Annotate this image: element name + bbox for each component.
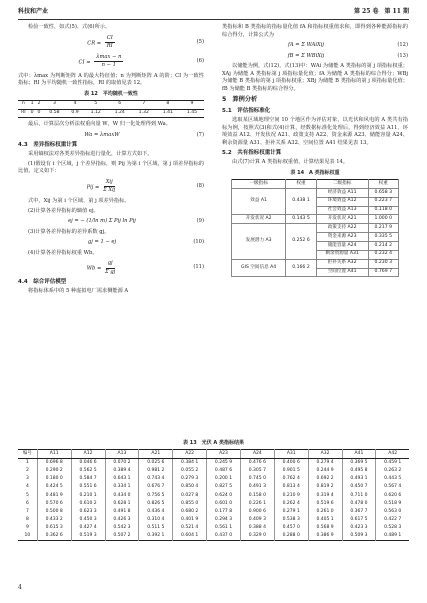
table-cell: 0.046 6 [71,459,105,468]
table-cell: 1.24 [114,110,125,116]
section-5-2-heading: 5.2 共有指标权重计算 [222,150,282,157]
table-13-block [18,437,409,541]
table-cell: 10 [24,533,31,539]
table-cell: 0.245 9 [207,459,241,468]
table-cell: 0.319 4 [308,492,342,500]
table-cell: 1.45 [186,110,198,116]
level2-indicator: 经济效益 A11 [316,188,368,197]
header-rule [18,19,409,20]
table-header-cell: 二级指标 [316,180,368,189]
table-cell: 0.388 4 [240,524,274,532]
table-cell: 0.9 [71,110,79,116]
table-cell: 0.680 2 [173,508,207,516]
table-cell: 0.177 8 [207,508,241,516]
level2-indicator: 社会效益 A13 [316,206,368,215]
table-cell: 0.288 0 [274,532,308,541]
table-cell: 0.329 0 [240,532,274,541]
level1-indicator: 发展潜力 A3 [232,224,286,259]
table-cell: 0.561 1 [207,524,241,532]
table-cell: 0.743 4 [139,476,173,484]
issue-label: 第 25 卷 第 11 期 [353,8,409,15]
table-row [18,532,409,541]
section-4-4-heading: 4.4 综合评估模型 [18,279,67,286]
paragraph: (4)计算各差异指标权重 Wb。 [28,249,98,256]
table-header-cell: A12 [71,450,105,459]
table-cell: 0.813 4 [274,484,308,492]
table-cell: 0.624 0 [207,492,241,500]
table-row [232,188,399,197]
table-header-cell: A21 [139,450,173,459]
table-row [18,516,409,524]
table-cell: 0.476 6 [240,459,274,468]
table-cell: 6 [108,100,132,109]
level2-indicator: 环境效益 A12 [316,197,368,206]
table-cell: 0.226 1 [240,500,274,508]
table-cell: 0.58 [49,110,60,116]
table-cell: 0.491 3 [240,484,274,492]
level2-indicator: 储能容量 A24 [316,241,368,250]
table-cell: 0.478 0 [342,500,376,508]
table-cell: 3 [42,100,66,109]
table-cell: 0.511 5 [139,524,173,532]
table-cell: 0 [30,110,34,116]
level1-weight: 0.438 1 [286,188,316,215]
table-cell: 0.409 3 [240,516,274,524]
level1-indicator: GIS 空间信息 A4 [232,259,286,277]
table-header-cell: A11 [37,450,71,459]
table-cell: 0.615 3 [37,524,71,532]
table-cell: 0.507 2 [105,532,139,541]
table-row [232,259,399,268]
level1-weight: 0.166 2 [286,259,316,277]
level2-weight: 0.769 7 [368,268,398,277]
table-cell: 0.422 7 [376,516,409,524]
table-header-cell: A13 [105,450,139,459]
table-cell: 6 [25,500,29,506]
table-cell: 0.500 8 [37,508,71,516]
table-row [18,524,409,532]
table-cell: 0.584 7 [71,476,105,484]
table-cell: 0.563 0 [376,508,409,516]
table-cell: 0.424 5 [37,484,71,492]
table-cell: 0.436 4 [139,508,173,516]
table-cell: 0.981 2 [139,467,173,475]
level2-indicator: 政策支持 A22 [316,224,368,233]
level2-indicator: 剩余资源量 A31 [316,250,368,259]
table-13 [18,449,409,541]
equation-7: Wa = λmaxW (7) [84,131,204,138]
table-cell: 9 [180,100,204,109]
table-cell: 0.027 8 [173,492,207,500]
table-14-caption: 表 14 A 类指标权重 [290,169,340,176]
table-header-row [232,180,399,189]
equation-6: CI = $\frac{\lambda\max - n}{n - 1}$ (6) [78,53,204,69]
table-cell: 0.676 7 [139,484,173,492]
table-cell: 0.386 9 [308,532,342,541]
table-cell: 2 [36,100,43,109]
table-cell: 0.055 2 [173,467,207,475]
table-cell: 0.643 1 [105,476,139,484]
table-cell: 0.263 2 [376,467,409,475]
table-cell: 0.756 5 [139,492,173,500]
paragraph: 式中：λmax 为判断矩阵 A 的最大特征值；n 为判断矩阵 A 的阶；CI 为一致性指标；RI 为平均随机一致性指标，RI 的取值见表 12。 [18,72,204,87]
table-cell: 0.310 4 [139,516,173,524]
table-cell: 0 [37,110,41,116]
table-cell: 0.279 1 [274,508,308,516]
table-cell: 8 [156,100,180,109]
table-cell: 0.610 2 [71,500,105,508]
level2-indicator: 资金来源 A23 [316,233,368,242]
table-cell: 0.745 0 [240,476,274,484]
table-header-cell: A41 [342,450,376,459]
table-cell: 0.180 0 [37,476,71,484]
table-cell: 0.601 0 [207,500,241,508]
table-cell: 1.41 [162,110,173,116]
table-cell: 0.389 4 [105,467,139,475]
table-cell: 0.400 6 [274,459,308,468]
table-cell: 0.827 5 [207,484,241,492]
table-header-cell: A22 [173,450,207,459]
table-cell: 0.487 6 [207,467,241,475]
table-row [18,467,409,475]
table-cell: 0.567 4 [376,484,409,492]
table-row [18,508,409,516]
level2-weight: 1.000 0 [368,215,398,224]
paragraph: (3)计算各差异指标的差异系数 gj。 [28,228,110,235]
table-header-row [18,450,409,459]
table-cell: 0.261 0 [308,508,342,516]
table-cell: 0.538 3 [274,516,308,524]
table-cell: 0.519 6 [308,500,342,508]
table-cell: 1.12 [90,110,101,116]
table-cell: 0.489 1 [376,532,409,541]
table-cell: 9 [25,525,29,531]
table-13-caption: 表 13 光伏 A 类指标结果 [182,440,245,446]
table-cell: 0.433 2 [37,516,71,524]
section-4-3-heading: 4.3 差异指标权重计算 [18,142,78,149]
table-row [18,100,204,109]
paragraph: 将指标体系中的 5 种虚拟电厂需求侧能源 A [28,288,129,295]
paragraph: 选取某区域地理空间 10 个地区作为评估对象，以光伏和风电的 A 类共有指标为例，按照式(3)和式(4)计算，经数据标准化处理后，得到经济效益 A11、环境效益 A12、开发状况 A21、政策支持 A22、资金来源 A23、储能容量 A24、剩余资源量 A31、拒补关系 A32、空间位置 A41 结果见表 13。 [222,117,408,146]
table-cell: 0.711 0 [342,492,376,500]
equation-13: fB = Σ WBiXij (13) [287,52,408,59]
table-cell: 0.210 9 [274,492,308,500]
equation-11: Wb = $\frac{gj}{\text{Σ gj}}$ (11) [86,260,204,275]
level2-indicator: 拒补关系 A32 [316,259,368,268]
table-row [18,492,409,500]
table-cell: 0.392 1 [139,532,173,541]
table-cell: 0.900 6 [240,508,274,516]
table-cell: 0.696 8 [37,459,71,468]
level2-indicator: 开发状况 A21 [316,215,368,224]
table-cell: 0.457 0 [274,524,308,532]
table-cell: 0.294 3 [207,516,241,524]
table-header-cell: A32 [308,450,342,459]
level2-indicator: 空间位置 A41 [316,268,368,277]
table-cell: 0.367 7 [342,508,376,516]
level2-weight: 0.223 7 [368,197,398,206]
table-cell: 1.32 [138,110,149,116]
table-cell: 7 [132,100,156,109]
table-cell: 0.443 5 [376,476,409,484]
table-row [232,224,399,233]
paragraph: 类指标和 B 类指标的指标量化值 fA 和指标权重值求和，即得到各种能源指标的综合得分，计算公式为 [222,24,408,38]
table-cell: 0.369 5 [342,459,376,468]
paragraph: 由式(7)计算 A 类指标权重值，计算结果见表 14。 [232,159,349,166]
table-header-cell: 一级指标 [232,180,286,189]
table-cell: 0.423 3 [342,524,376,532]
table-cell: 0.495 8 [342,467,376,475]
table-cell: 0.855 0 [173,500,207,508]
level2-weight: 0.217 9 [368,224,398,233]
level2-weight: 0.658 3 [368,188,398,197]
table-cell: 4 [25,484,29,490]
page-number: 4 [18,584,22,591]
table-cell: 0.426 3 [105,516,139,524]
level2-weight: 0.335 5 [368,233,398,242]
table-header-cell: A24 [240,450,274,459]
table-cell: 0.305 7 [240,467,274,475]
table-cell: 0.459 1 [376,459,409,468]
table-row [18,500,409,508]
table-cell: 4 [67,100,84,109]
table-header-cell: 权重 [368,180,398,189]
table-cell: 0.427 4 [71,524,105,532]
table-cell: 0.570 6 [37,500,71,508]
table-12-caption: 表 12 平均随机一致性 [84,90,138,97]
table-header-cell: A23 [207,450,241,459]
table-cell: 0.279 3 [173,476,207,484]
equation-10: gj = 1 − ej (10) [87,239,204,246]
table-row [18,476,409,484]
equation-8: Pij = $\frac{\text{Xij}}{\text{Σ Xij}}$ (8) [86,178,204,194]
table-cell: 0.290 2 [37,467,71,475]
level2-weight: 0.232 4 [368,250,398,259]
table-cell: 0.762 4 [274,476,308,484]
table-cell: 0.244 9 [308,467,342,475]
table-cell: 5 [84,100,108,109]
table-header-cell: A31 [274,450,308,459]
right-column [222,24,408,277]
table-cell: 0.850 4 [173,484,207,492]
left-column [18,24,204,298]
table-header-cell: A42 [376,450,409,459]
table-cell: 0.262 4 [274,500,308,508]
table-cell: 5 [25,492,29,498]
equation-5: CR = $\frac{CI}{RI}$ (5) [87,34,204,50]
table-cell: 0.279 4 [308,459,342,468]
table-14 [231,179,399,277]
paragraph: (2)计算各差异指标的熵值 ej。 [28,207,99,214]
table-cell: 0.826 5 [139,500,173,508]
equation-12: fA = Σ WAiXij (12) [287,42,408,49]
table-cell: 0.819 2 [308,484,342,492]
table-12 [18,100,204,118]
table-row [232,215,399,224]
table-cell: 0.528 3 [376,524,409,532]
table-cell: 0.518 9 [376,500,409,508]
table-cell: 0.521 4 [173,524,207,532]
section-5-heading: 5 算例分析 [222,96,258,104]
table-cell: 0.493 1 [342,476,376,484]
paragraph: (1)假设有 i 个区域，j 个差异指标，则 Pij 为第 i 个区域、第 j 项差异指标的比值，定义如下： [18,160,204,175]
table-cell: 0.384 1 [173,459,207,468]
table-cell: 0.405 1 [308,516,342,524]
level2-weight: 0.214 2 [368,241,398,250]
table-cell: 0.568 9 [308,524,342,532]
section-5-1-heading: 5.1 评估指标准化 [222,108,271,115]
table-cell: 0.509 3 [342,532,376,541]
table-row [18,109,204,118]
level2-weight: 0.230 3 [368,259,398,268]
table-cell: 0.519 3 [71,532,105,541]
table-cell: 0.450 7 [342,484,376,492]
table-cell: 0.070 2 [105,459,139,468]
table-cell: 0.542 3 [105,524,139,532]
table-cell: 0.025 6 [139,459,173,468]
level1-weight: 0.143 5 [286,215,316,224]
paragraph: 以储能为例，式(12)、式(13)中：WAi 为储能 A 类指标的第 j 项指标权重；XAj 为储能 A 类指标第 j 项指标量化值；fA 为储能 A 类指标的综合得分；WBj 为储能 B 类指标的第 j 项指标权重；XBj 为储能 B 类指标的第 j 项指标量化值；fB 为储能 B 类指标的综合得分。 [222,63,408,92]
level2-weight: 0.118 0 [368,206,398,215]
table-cell: RI [21,110,26,116]
level1-indicator: 效益 A1 [232,188,286,215]
table-cell: 0.437 0 [207,532,241,541]
table-cell: 0.551 6 [71,484,105,492]
table-cell: 0.617 5 [342,516,376,524]
table-cell: 0.362 6 [37,532,71,541]
table-cell: 0.604 1 [173,532,207,541]
level1-weight: 0.252 6 [286,224,316,259]
table-cell: 1 [29,100,36,109]
journal-name: 科技和产业 [18,8,49,15]
table-cell: 0.562 5 [71,467,105,475]
table-cell: 0.620 6 [376,492,409,500]
table-cell: 0.401 9 [173,516,207,524]
table-cell: 0.158 0 [240,492,274,500]
table-cell: 0.210 1 [71,492,105,500]
table-cell: 0.200 1 [207,476,241,484]
table-cell: 3 [25,476,29,482]
table-cell: 0.692 2 [308,476,342,484]
table-cell: 0.334 1 [105,484,139,492]
table-cell: 2 [25,468,29,474]
paragraph: 最后，计算层次分析法权重向量 W，W 归一化处理得到 Wa。 [28,121,171,128]
paragraph: 式中，Xij 为第 i 个区域、第 j 项差异指标。 [28,197,130,204]
table-cell: 8 [25,516,29,522]
table-cell: 0.623 3 [71,508,105,516]
table-row [18,484,409,492]
paragraph: 采用熵权法对各类差异指标进行量化，计算方式如下。 [28,151,153,158]
table-cell: 0.901 5 [274,467,308,475]
level1-indicator: 开发状况 A2 [232,215,286,224]
table-cell: n [18,100,29,109]
table-header-cell: 权重 [286,180,316,189]
table-cell: 0.434 0 [105,492,139,500]
table-cell: 1 [25,460,29,466]
table-cell: 0.491 8 [105,508,139,516]
table-cell: 0.481 9 [37,492,71,500]
table-row [18,459,409,468]
table-cell: 0.628 1 [105,500,139,508]
table-cell: 0.450 3 [71,516,105,524]
table-cell: 7 [25,508,29,514]
table-header-cell: 编号 [18,450,37,459]
paragraph: 检验一致性，如式(5)、式(6)所示。 [28,24,111,30]
equation-9: ej = − (1/ln m) Σ Pij ln Pij (9) [68,218,204,225]
